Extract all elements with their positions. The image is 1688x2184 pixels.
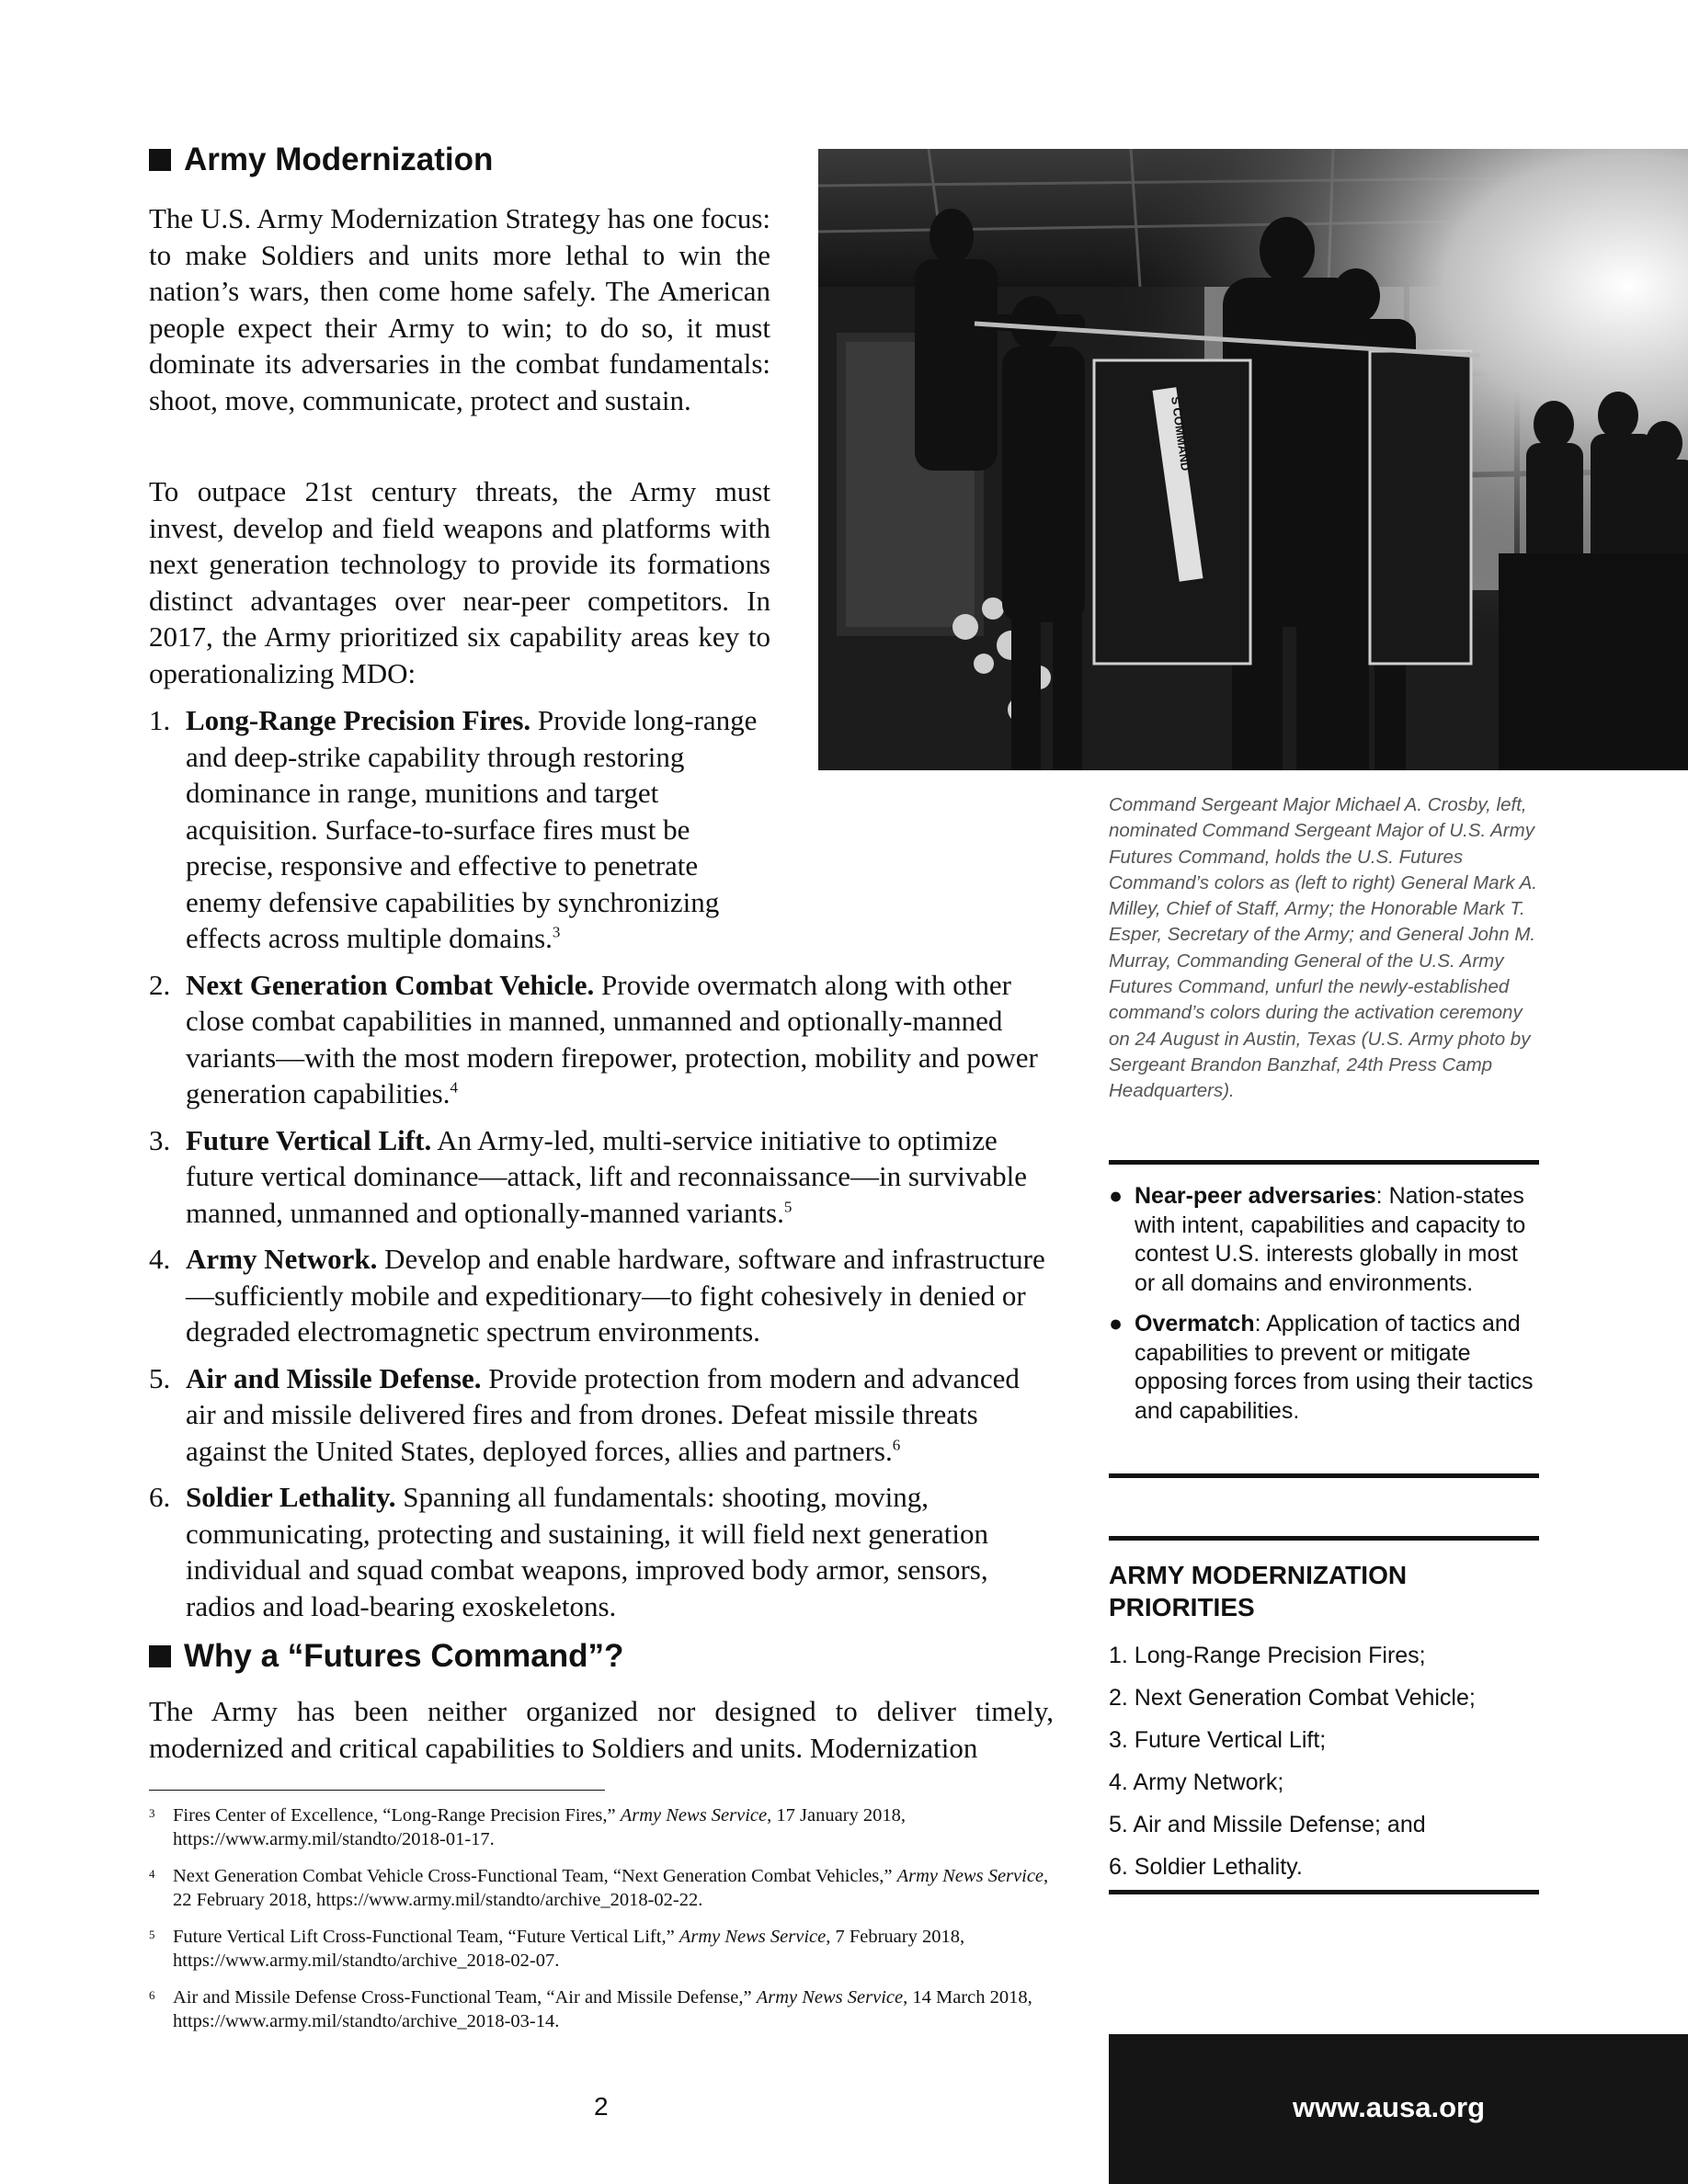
capability-number: 5. <box>149 1361 171 1394</box>
capability-item <box>149 967 1050 1112</box>
capability-body <box>186 1243 1045 1348</box>
page-number: 2 <box>594 2092 609 2121</box>
capability-body <box>186 969 1038 1110</box>
footnote-ref[interactable]: 6 <box>892 1436 901 1454</box>
capability-text: Provide protection from modern and advanced air and missile delivered fires and from drones. Defeat missile threats against the United States, deployed forces, allies and partners. <box>186 1361 1020 1467</box>
footnote-ref[interactable]: 3 <box>552 923 561 941</box>
priorities-list <box>1109 1634 1539 1888</box>
capability-item <box>149 1479 1050 1624</box>
capability-item <box>149 1122 1050 1232</box>
capability-item <box>149 1241 1050 1350</box>
footnote-item <box>149 1864 1050 1912</box>
definition-text: : Application of tactics and capabilities to prevent or mitigate opposing forces from using their tactics and capabilities. <box>1135 1311 1534 1424</box>
capability-text: Provide overmatch along with other close combat capabilities in manned, unmanned and optionally-manned variants—with the most modern firepower, protection, mobility and power generation capabilities. <box>186 968 1038 1109</box>
footnote-source: Army News Service <box>756 1987 904 2008</box>
capability-text: An Army-led, multi-service initiative to optimize future vertical dominance—attack, lift and reconnaissance—in survivable manned, unmanned and optionally-manned variants. <box>186 1123 1027 1229</box>
footnote-number: 5 <box>149 1928 155 1941</box>
capability-body <box>186 1124 1027 1229</box>
capability-title: Next Generation Combat Vehicle. <box>186 968 595 1001</box>
footnote-ref[interactable]: 4 <box>450 1078 458 1097</box>
priority-item: 5. Air and Missile Defense; and <box>1109 1812 1426 1837</box>
definition-text: : Nation-states with intent, capabilities and capacity to contest U.S. interests globally in most or all domains and environments. <box>1135 1183 1526 1296</box>
capability-body <box>186 704 757 954</box>
footnote-link-text[interactable]: , 22 February 2018, https://www.army.mil/standto/archive_2018-02-22. <box>173 1866 1049 1910</box>
capability-number: 6. <box>149 1481 171 1513</box>
capability-text: Provide long-range and deep-strike capability through restoring dominance in range, munitions and target acquisition. Surface-to-surface fires must be precise, responsive and effective to penetrate enemy defensive capabilities by synchronizing effects across multiple domains. <box>186 704 758 954</box>
section-heading-futures-command <box>149 1638 623 1675</box>
definition-item <box>1109 1310 1539 1426</box>
capability-item <box>149 1360 1050 1470</box>
intro-paragraph: The U.S. Army Modernization Strategy has one focus: to make Soldiers and units more lethal to win the nation’s wars, then come home safely. The American people expect their Army to win; to do so, it must dominate its adversaries in the combat fundamentals: shoot, move, communicate, protect and sustain. <box>149 202 770 416</box>
priorities-top-rule <box>1109 1536 1539 1541</box>
capability-number: 4. <box>149 1243 171 1275</box>
footnote-text: Air and Missile Defense Cross-Functional Team, “Air and Missile Defense,” <box>173 1987 757 2008</box>
capability-text: Spanning all fundamentals: shooting, moving, communicating, protecting and sustaining, it will field next generation individual and squad combat weapons, improved body armor, sensors, radios and load-bearing exoskeletons. <box>186 1481 988 1622</box>
capability-text: Develop and enable hardware, software and infrastructure—sufficiently mobile and expeditionary—to fight cohesively in denied or degraded electromagnetic spectrum environments. <box>186 1243 1045 1348</box>
definition-term: Overmatch <box>1135 1311 1255 1337</box>
priority-item: 6. Soldier Lethality. <box>1109 1854 1303 1880</box>
section-heading-text: Why a “Futures Command”? <box>184 1638 624 1674</box>
capability-number: 2. <box>149 968 171 1001</box>
photo-banner-text: S COMMAND <box>1169 395 1193 472</box>
footnote-item <box>149 1985 1050 2033</box>
photo-caption: Command Sergeant Major Michael A. Crosby, left, nominated Command Sergeant Major of U.S. Army Futures Command, holds the U.S. Futures Command’s colors as (left to right) General Mark A. Milley, Chief of Staff, Army; the Honorable Mark T. Esper, Secretary of the Army; and General John M. Murray, Commanding General of the U.S. Army Futures Command, unfurl the newly-established command’s colors during the activation ceremony on 24 August in Austin, Texas (U.S. Army photo by Sergeant Brandon Banzhaf, 24th Press Camp Headquarters). <box>1109 794 1537 1102</box>
futures-paragraph: The Army has been neither organized nor designed to deliver timely, modernized and critical capabilities to Soldiers and units. Modernization <box>149 1695 1054 1764</box>
heading-square-icon <box>149 1645 171 1667</box>
bullet-icon: ● <box>1109 1183 1123 1209</box>
footnote-number: 4 <box>149 1867 155 1881</box>
footnote-ref[interactable]: 5 <box>783 1198 793 1216</box>
footnote-text: Future Vertical Lift Cross-Functional Team, “Future Vertical Lift,” <box>173 1927 679 1947</box>
footnote-link-text[interactable]: , 14 March 2018, https://www.army.mil/standto/archive_2018-03-14. <box>173 1987 1032 2031</box>
footnote-number: 6 <box>149 1988 155 2002</box>
footnote-source: Army News Service <box>896 1866 1044 1886</box>
capability-list <box>149 702 1050 1634</box>
capability-item <box>149 702 770 957</box>
priorities-title: ARMY MODERNIZATION PRIORITIES <box>1109 1561 1408 1621</box>
priority-item: 2. Next Generation Combat Vehicle; <box>1109 1685 1476 1711</box>
capability-title: Soldier Lethality. <box>186 1481 396 1513</box>
priority-item: 4. Army Network; <box>1109 1769 1284 1795</box>
definition-term: Near-peer adversaries <box>1135 1183 1376 1209</box>
footnote-source: Army News Service <box>679 1927 827 1947</box>
capability-body <box>186 1362 1020 1467</box>
footnote-item <box>149 1803 1050 1851</box>
bullet-icon: ● <box>1109 1311 1123 1337</box>
footer-url-link[interactable]: www.ausa.org <box>1293 2091 1486 2123</box>
footnote-text: Fires Center of Excellence, “Long-Range Precision Fires,” <box>173 1805 621 1826</box>
capability-number: 1. <box>149 704 171 736</box>
ceremony-photo <box>818 149 1688 770</box>
capability-title: Long-Range Precision Fires. <box>186 704 531 736</box>
footer-bar <box>1109 2034 1688 2184</box>
capability-title: Future Vertical Lift. <box>186 1123 432 1156</box>
capability-body <box>186 1481 988 1622</box>
priorities-bottom-rule <box>1109 1890 1539 1894</box>
priority-item: 3. Future Vertical Lift; <box>1109 1727 1327 1753</box>
capability-title: Air and Missile Defense. <box>186 1361 482 1394</box>
footnote-item <box>149 1925 1050 1973</box>
footnote-number: 3 <box>149 1806 155 1820</box>
footnote-link-text[interactable]: , 17 January 2018, https://www.army.mil/standto/2018-01-17. <box>173 1805 907 1849</box>
priority-item: 1. Long-Range Precision Fires; <box>1109 1643 1426 1668</box>
definitions-box <box>1109 1182 1539 1438</box>
section-heading-army-modernization <box>149 142 493 178</box>
footnote-list <box>149 1803 1050 2046</box>
definitions-bottom-rule <box>1109 1473 1539 1478</box>
heading-square-icon <box>149 149 171 171</box>
definitions-top-rule <box>1109 1160 1539 1165</box>
capability-number: 3. <box>149 1123 171 1156</box>
outpace-paragraph: To outpace 21st century threats, the Army must invest, develop and field weapons and platforms with next generation technology to provide its formations distinct advantages over near-peer competitors. In 2017, the Army prioritized six capability areas key to operationalizing MDO: <box>149 475 770 689</box>
footnote-divider <box>149 1790 605 1791</box>
footnote-source: Army News Service <box>620 1805 768 1826</box>
footnote-link-text[interactable]: , 7 February 2018, https://www.army.mil/standto/archive_2018-02-07. <box>173 1927 965 1971</box>
capability-title: Army Network. <box>186 1243 378 1275</box>
footnote-text: Next Generation Combat Vehicle Cross-Functional Team, “Next Generation Combat Vehicles,” <box>173 1866 897 1886</box>
section-heading-text: Army Modernization <box>184 142 494 177</box>
definition-item <box>1109 1182 1539 1298</box>
